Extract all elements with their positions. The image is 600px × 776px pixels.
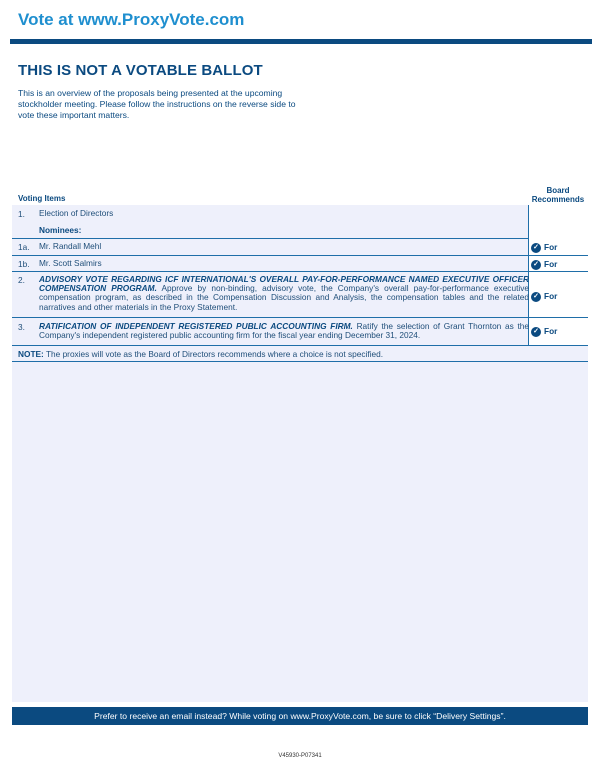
header-title: Vote at www.ProxyVote.com [18,10,245,29]
item-2-recommendation [531,291,587,302]
item-3-recommendation [531,326,587,337]
nominee-1a-number: 1a. [18,242,30,252]
nominee-1b-recommendation [531,259,587,270]
board-header-line1: Board [546,186,570,195]
nominees-label: Nominees: [39,225,82,235]
delivery-settings-banner: Prefer to receive an email instead? While voting on www.ProxyVote.com, be sure to click “Delivery Settings”. [12,707,588,725]
item-2-body: Approve by non-binding, advisory vote, the Company's overall pay-for-performance executive compensation program, as described in the Compensation Discussion and Analysis, the compensation tables and the related narratives and other materials in the Proxy Statement. [39,283,529,312]
nominee-1b-rec-label: For [544,259,558,269]
item-3-rec-label: For [544,326,558,336]
checkmark-icon: ✓ [531,260,541,270]
item-2-title: ADVISORY VOTE REGARDING ICF INTERNATIONAL'S OVERALL PAY-FOR-PERFORMANCE NAMED EXECUTIVE OFFICER COMPENSATION PROGRAM. [39,274,529,294]
item-3-body: Ratify the selection of Grant Thornton as the Company's independent registered public accounting firm for the fiscal year ending December 31, 2024. [39,321,529,341]
nominee-1a-rec-label: For [544,242,558,252]
nominee-1b-number: 1b. [18,259,30,269]
checkmark-icon: ✓ [531,292,541,302]
item-2-number: 2. [18,275,25,285]
ballot-title: THIS IS NOT A VOTABLE BALLOT [18,62,263,79]
board-recommends-header [528,186,588,204]
item-3-number: 3. [18,322,25,332]
item-3-text [39,322,529,340]
checkmark-icon: ✓ [531,327,541,337]
divider [12,271,588,272]
recommendation-column [528,205,588,346]
intro-text: This is an overview of the proposals being presented at the upcoming stockholder meeting. Please follow the instructions on the reverse side to vote these important matters. [18,88,296,120]
header-divider [10,39,592,44]
divider [12,317,588,318]
divider [12,238,528,239]
nominee-1b-name: Mr. Scott Salmirs [39,258,102,268]
note-body: The proxies will vote as the Board of Directors recommends where a choice is not specified. [45,349,384,359]
divider [12,255,588,256]
document-code: V45930-P07341 [278,753,322,759]
note-text [18,349,383,359]
voting-items-header: Voting Items [18,194,66,203]
nominee-1a-name: Mr. Randall Mehl [39,241,102,251]
divider [12,361,588,362]
item-1-label: Election of Directors [39,208,114,218]
item-2-rec-label: For [544,291,558,301]
checkmark-icon: ✓ [531,243,541,253]
item-2-text [39,275,529,312]
note-label: NOTE: [18,349,44,359]
nominee-1a-recommendation [531,242,587,253]
divider [12,345,588,346]
item-1-number: 1. [18,209,25,219]
board-header-line2: Recommends [531,195,585,204]
item-3-title: RATIFICATION OF INDEPENDENT REGISTERED PUBLIC ACCOUNTING FIRM. [39,321,353,331]
